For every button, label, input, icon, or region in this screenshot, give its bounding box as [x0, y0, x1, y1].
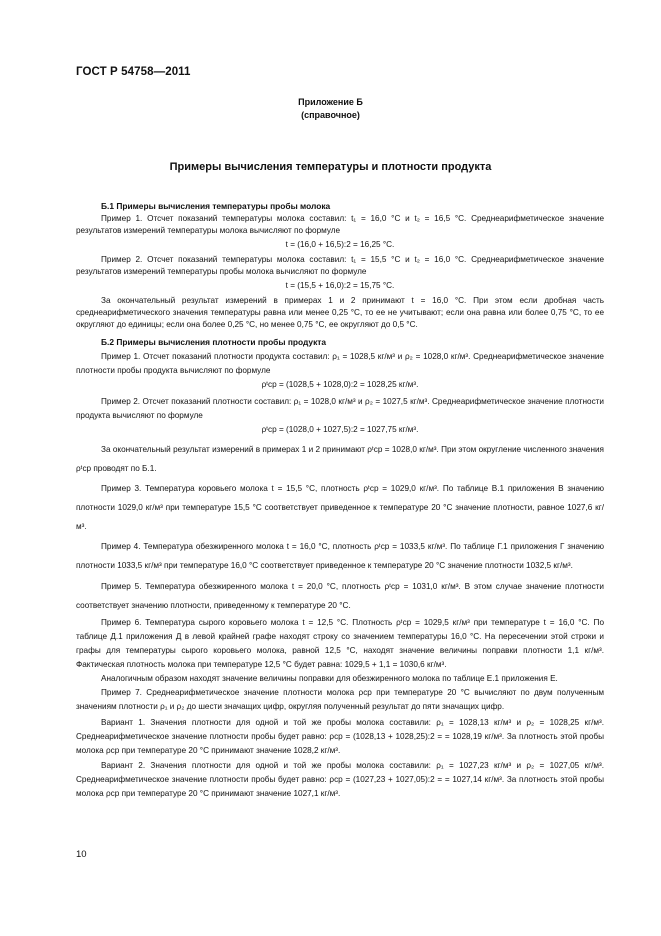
b2-variant-1: Вариант 1. Значения плотности для одной и той же пробы молока составили: ρ₁ = 1028,13 кг/м³ и ρ₂ = 1028,25 кг/м³. Среднеарифметическое значение плотности пробы будет равно: ρср = (1028,13 + 1028,25):2 = = 1028,19 кг/м³. За плотность этой пробы молока ρср при температуре 20 °С принимают значение 1028,2 кг/м³.: [76, 717, 604, 755]
b2-variant-2: Вариант 2. Значения плотности для одной и той же пробы молока составили: ρ₁ = 1027,23 кг/м³ и ρ₂ = 1027,05 кг/м³. Среднеарифметическое значение плотности пробы будет равно: ρср = (1027,23 + 1027,05):2 = = 1027,14 кг/м³. За плотность этой пробы молока ρср при температуре 20 °С принимают значение 1027,1 кг/м³.: [76, 761, 604, 799]
page-number: 10: [76, 849, 87, 860]
b2-formula-2: ρᵗср = (1028,0 + 1027,5):2 = 1027,75 кг/м³.: [261, 425, 419, 435]
b2-example-1: Пример 1. Отсчет показаний плотности продукта составил: ρ₁ = 1028,5 кг/м³ и ρ₂ = 1028,0 кг/м³. Среднеарифметическое значение плотности пробы продукта вычисляют по формуле: [76, 351, 604, 375]
b1-formula-1: t = (16,0 + 16,5):2 = 16,25 °С.: [285, 239, 395, 249]
b1-example-1: Пример 1. Отсчет показаний температуры молока составил: t₁ = 16,0 °С и t₂ = 16,5 °С. Среднеарифметическое значение результатов измерений температуры молока вычисляют по формуле: [76, 214, 604, 236]
document-body: [76, 197, 604, 802]
b2-final-note: За окончательный результат измерений в примерах 1 и 2 принимают ρᵗср = 1028,0 кг/м³. При этом округление численного значения ρᵗср проводят по Б.1.: [76, 444, 604, 473]
section-b1-heading: Б.1 Примеры вычисления температуры пробы молока: [101, 201, 331, 211]
section-b2-heading: Б.2 Примеры вычисления плотности пробы продукта: [101, 337, 327, 348]
main-title: Примеры вычисления температуры и плотности продукта: [169, 161, 492, 173]
b1-example-2: Пример 2. Отсчет показаний температуры молока составил: t₁ = 15,5 °С и t₂ = 16,0 °С. Среднеарифметическое значение результатов измерений температуры пробы молока вычисляют по формуле: [76, 255, 604, 277]
b1-formula-2: t = (15,5 + 16,0):2 = 15,75 °С.: [285, 280, 395, 290]
b2-example-4: Пример 4. Температура обезжиренного молока t = 16,0 °С, плотность ρᵗср = 1033,5 кг/м³. По таблице Г.1 приложения Г значению плотности 1033,5 кг/м³ при температуре 16,0 °С соответствует приведенное к температуре 20 °С значение плотности 1032,5 кг/м³.: [76, 542, 604, 571]
b2-formula-1: ρᵗср = (1028,5 + 1028,0):2 = 1028,25 кг/м³.: [261, 380, 419, 390]
annex-title: Приложение Б: [298, 97, 363, 107]
b2-example-6: Пример 6. Температура сырого коровьего молока t = 12,5 °С. Плотность ρᵗср = 1029,5 кг/м³ при температуре t = 16,0 °С. По таблице Д.1 приложения Д в левой крайней графе находят строку со значением температуры 16,0 °С. На пересечении этой строки и графы для температуры сырого коровьего молока, равной 12,5 °С, находят значение величины поправки плотности 1,1 кг/м³. Фактическая плотность молока при температуре 12,5 °С будет равна: 1029,5 + 1,1 = 1030,6 кг/м³.: [76, 617, 604, 669]
document-header: ГОСТ Р 54758—2011: [76, 66, 191, 78]
b2-example-2: Пример 2. Отсчет показаний плотности составил: ρ₁ = 1028,0 кг/м³ и ρ₂ = 1027,5 кг/м³. Среднеарифметическое значение плотности продукта вычисляют по формуле: [76, 396, 604, 420]
b1-final-note: За окончательный результат измерений в примерах 1 и 2 принимают t = 16,0 °С. При этом если дробная часть среднеарифметического значения температуры равна или менее 0,25 °С, то ее не учитывают; если она равна или более 0,75 °С, то ее округляют до единицы; если она более 0,25 °С, но менее 0,75 °С, ее округляют до 0,5 °С.: [76, 296, 604, 330]
b2-example-5: Пример 5. Температура обезжиренного молока t = 20,0 °С, плотность ρᵗср = 1031,0 кг/м³. В этом случае значение плотности соответствует значению плотности, приведенному к температуре 20 °С.: [76, 581, 604, 610]
b2-example-7: Пример 7. Среднеарифметическое значение плотности молока ρср при температуре 20 °С вычисляют по двум полученным значениям плотности ρ₁ и ρ₂ до шести значащих цифр, округляя полученный результат до пяти значащих цифр.: [76, 688, 604, 712]
b2-analog-note: Аналогичным образом находят значение величины поправки для обезжиренного молока по таблице Е.1 приложения Е.: [101, 674, 558, 684]
b2-example-3: Пример 3. Температура коровьего молока t = 15,5 °С, плотность ρᵗср = 1029,0 кг/м³. По таблице В.1 приложения В значению плотности 1029,0 кг/м³ при температуре 15,5 °С соответствует приведенное к температуре 20 °С значение плотности, равное 1027,6 кг/м³.: [76, 483, 604, 531]
annex-subtitle: (справочное): [301, 110, 360, 120]
